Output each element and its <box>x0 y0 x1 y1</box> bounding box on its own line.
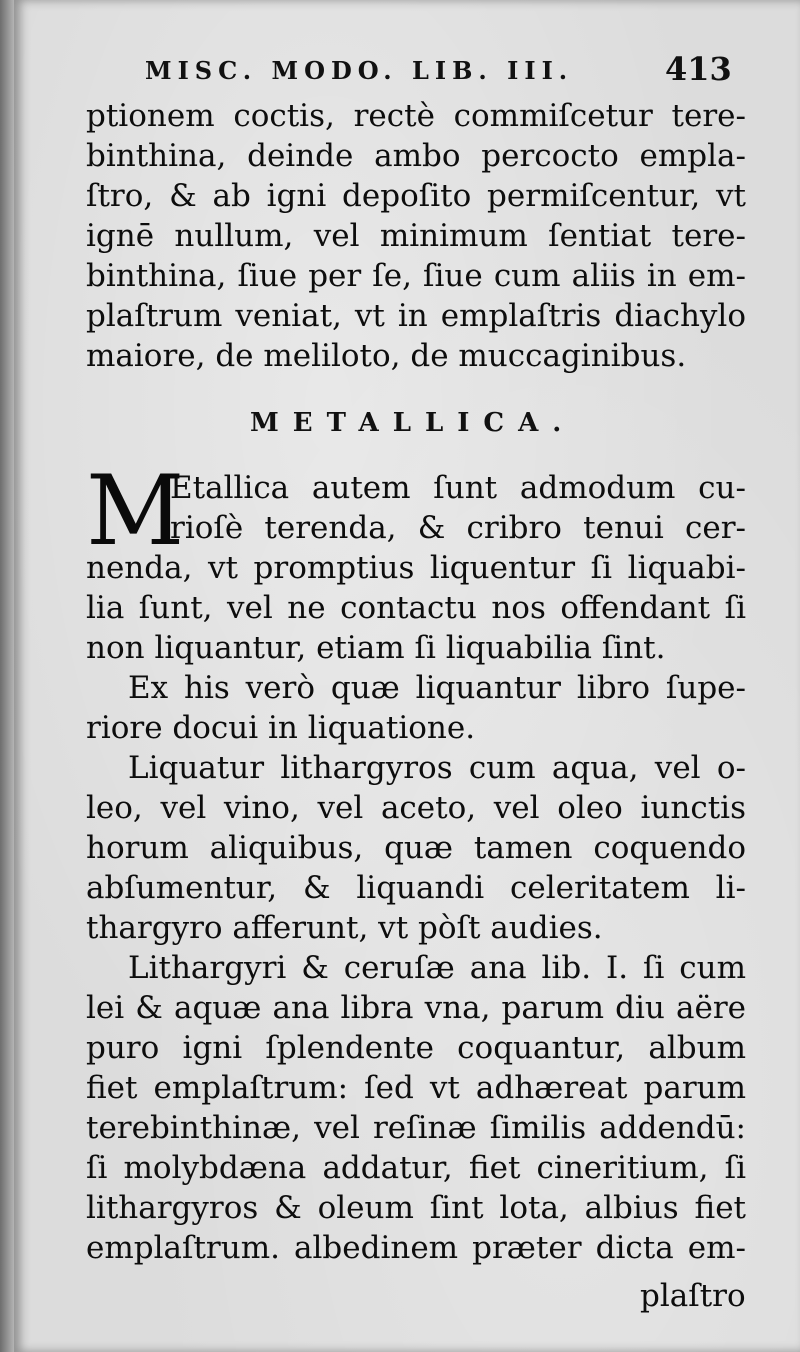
text-line: plaſtrum veniat, vt in emplaſtris diachylo <box>86 298 746 334</box>
text-line: horum aliquibus, quæ tamen coquendo <box>86 830 746 866</box>
text-line: riore docui in liquatione. <box>86 710 476 746</box>
text-line: ptionem coctis, rectè commiſcetur tere- <box>86 98 746 134</box>
text-line: Lithargyri & ceruſæ ana lib. I. ſi cum <box>128 950 746 986</box>
text-line: Ex his verò quæ liquantur libro ſupe- <box>128 670 746 706</box>
text-line: non liquantur, etiam ſi liquabilia ſint. <box>86 630 666 666</box>
running-head: MISC. MODO. LIB. III. <box>145 56 574 85</box>
text-line: lei & aquæ ana libra vna, parum diu aëre <box>86 990 746 1026</box>
text-line: lithargyros & oleum ſint lota, albius fiet <box>86 1190 746 1226</box>
text-line: binthina, ſiue per ſe, ſiue cum aliis in em- <box>86 258 746 294</box>
text-line: rioſè terenda, & cribro tenui cer- <box>170 510 746 546</box>
text-line: emplaſtrum. albedinem præter dicta em- <box>86 1230 746 1266</box>
page-edge <box>0 0 14 1352</box>
text-line: maiore, de meliloto, de muccaginibus. <box>86 338 687 374</box>
text-line: ſtro, & ab igni depoſito permiſcentur, vt <box>86 178 746 214</box>
text-line: binthina, deinde ambo percocto empla- <box>86 138 746 174</box>
page-number: 413 <box>665 50 732 88</box>
text-line: Liquatur lithargyros cum aqua, vel o- <box>128 750 746 786</box>
catchword: plaſtro <box>640 1278 746 1314</box>
text-line: lia ſunt, vel ne contactu nos offendant ſi <box>86 590 746 626</box>
text-line: fiet emplaſtrum: ſed vt adhæreat parum <box>86 1070 746 1106</box>
text-line: abſumentur, & liquandi celeritatem li- <box>86 870 746 906</box>
text-line: puro igni ſplendente coquantur, album <box>86 1030 746 1066</box>
paragraph-top <box>86 96 746 376</box>
page-header <box>145 50 745 90</box>
section-title: METALLICA. <box>250 408 576 438</box>
dropcap-letter: M <box>86 455 185 567</box>
text-line: thargyro afferunt, vt pòſt audies. <box>86 910 603 946</box>
text-line: ignē nullum, vel minimum ſentiat tere- <box>86 218 746 254</box>
body-text <box>86 455 746 1268</box>
text-line: Etallica autem ſunt admodum cu- <box>170 470 746 506</box>
text-line: ſi molybdæna addatur, fiet cineritium, ſi <box>86 1150 746 1186</box>
dropcap-paragraph-start <box>86 455 746 567</box>
text-line: leo, vel vino, vel aceto, vel oleo iunctis <box>86 790 746 826</box>
text-line: terebinthinæ, vel reſinæ ſimilis addendū: <box>86 1110 746 1146</box>
text-line: nenda, vt promptius liquentur ſi liquabi- <box>86 550 746 586</box>
